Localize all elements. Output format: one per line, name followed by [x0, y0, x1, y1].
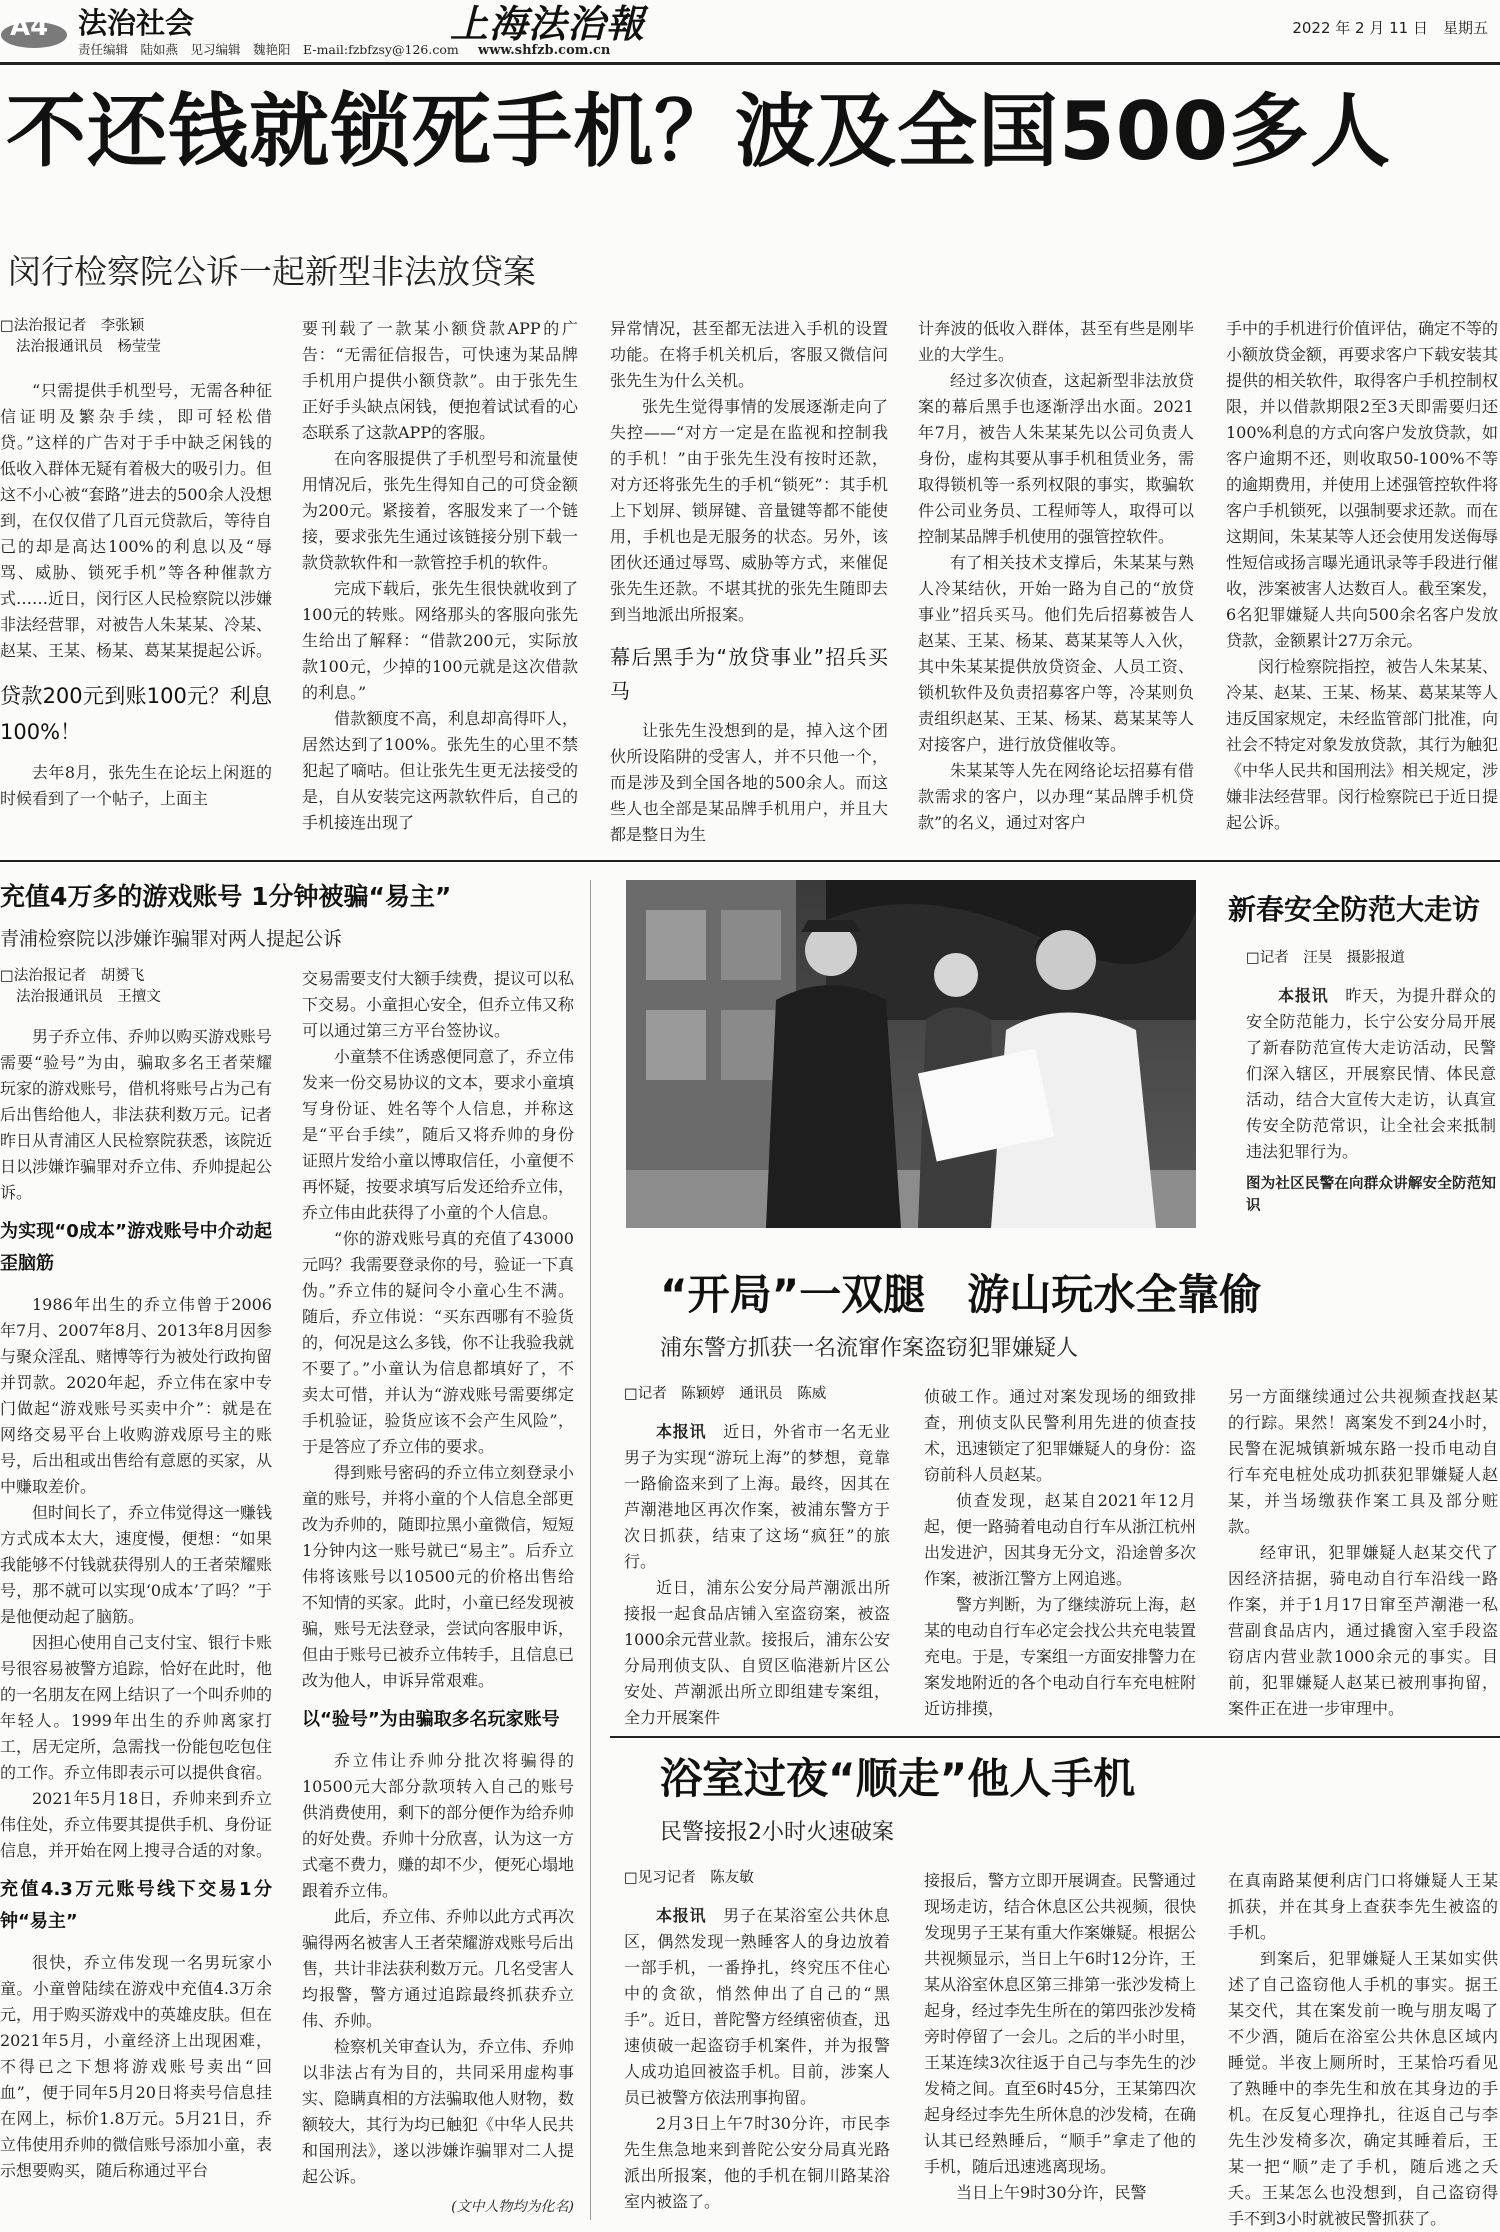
photo-story-byline: □记者 汪昊 摄影报道 [1246, 950, 1405, 966]
lead-col-3 [610, 316, 888, 844]
game-col-2 [302, 966, 574, 2216]
theft-paragraph: 经审讯，犯罪嫌疑人赵某交代了因经济拮据，骑电动自行车沿线一路作案，并于1月17日窜至芦潮港一私营副食品店内，通过撬窗入室手段盗窃店内营业款1000余元的事实。目前，犯罪嫌疑人赵某已被刑事拘留，案件正在进一步审理中。 [1228, 1543, 1498, 1718]
game-note: (文中人物均为化名) [451, 2199, 574, 2215]
game-paragraph: 很快，乔立伟发现一名男玩家小童。小童曾陆续在游戏中充值4.3万余元，用于购买游戏中的英雄皮肤。但在2021年5月，小童经济上出现困难，不得已之下想将游戏账号卖出“回血”，便于同年5月20日将卖号信息挂在网上，标价1.8万元。5月21日，乔立伟使用乔帅的微信账号添加小童，表示想要购买，随后称通过平台 [0, 1953, 273, 2180]
game-byline: □法治报记者 胡赟飞 法治报通讯员 王擅文 [0, 968, 161, 1005]
lead-paragraph: 手中的手机进行价值评估，确定不等的小额放贷金额，再要求客户下载安装其提供的相关软件，取得客户手机控制权限，并以借款期限2至3天即需要归还100%利息的方式向客户发放贷款，如客户逾期不还，则收取50-100%不等的逾期费用，并使用上述强管控软件将客户手机锁死，以强制要求还款。而在这期间，朱某某等人还会使用发送侮辱性短信或扬言曝光通讯录等手段进行催收，涉案被害人达数百人。截至案发，6名犯罪嫌疑人共向500余名客户发放贷款，金额累计27万余元。 [1226, 319, 1499, 650]
game-subheading: 以“验号”为由骗取多名玩家账号 [302, 1709, 560, 1730]
game-paragraph: 乔立伟让乔帅分批次将骗得的10500元大部分款项转入自己的账号供消费使用，剩下的部分便作为给乔帅的好处费。乔帅十分欣喜，认为这一方式毫不费力，赚的却不少，便死心塌地跟着乔立伟。 [302, 1751, 575, 1900]
lead-byline: □法治报记者 李张颖 法治报通讯员 杨莹莹 [0, 318, 161, 355]
section-title: 法治社会 [78, 6, 195, 40]
lead-subheading: 幕后黑手为“放贷事业”招兵买马 [610, 645, 888, 703]
game-paragraph: 交易需要支付大额手续费，提议可以私下交易。小童担心安全，但乔立伟又称可以通过第三方平台签协议。 [302, 969, 575, 1040]
bath-paragraph: 接报后，警方立即开展调查。民警通过现场走访，结合休息区公共视频，很快发现男子王某有重大作案嫌疑。根据公共视频显示，当日上午6时12分许，王某从浴室休息区第三排第一张沙发椅上起身，经过李先生所在的第四张沙发椅旁时停留了一会儿。之后的半小时里，王某连续3次往返于自己与李先生的沙发椅之间。直至6时45分，王某第四次起身经过李先生所休息的沙发椅，在确认其已经熟睡后，“顺手”拿走了他的手机，随后迅速逃离现场。 [924, 1871, 1197, 2176]
game-paragraph: 因担心使用自己支付宝、银行卡账号很容易被警方追踪，恰好在此时，他的一名朋友在网上结识了一个叫乔帅的年轻人。1999年出生的乔帅离家打工，居无定所，急需找一份能包吃包住的工作。乔立伟即表示可以提供食宿。 [0, 1633, 273, 1782]
game-paragraph: 但时间长了，乔立伟觉得这一赚钱方式成本太大，速度慢，便想：“如果我能够不付钱就获得别人的王者荣耀账号，那不就可以实现‘0成本’了吗？”于是他便动起了脑筋。 [0, 1503, 273, 1626]
game-paragraph: 得到账号密码的乔立伟立刻登录小童的账号，并将小童的个人信息全部更改为乔帅的，随即拉黑小童微信，短短1分钟内这一账号就已“易主”。后乔立伟将该账号以10500元的价格出售给不知情的买家。此时，小童已经发现被骗，账号无法登录，尝试向客服申诉，但由于账号已被乔立伟转手，且信息已改为他人，申诉异常艰难。 [302, 1463, 575, 1690]
theft-subhead: 浦东警方抓获一名流窜作案盗窃犯罪嫌疑人 [660, 1336, 1079, 1361]
bath-byline: □见习记者 陈友敏 [624, 1870, 754, 1886]
photo-caption: 图为社区民警在向群众讲解安全防范知识 [1246, 1176, 1496, 1214]
bath-subhead: 民警接报2小时火速破案 [660, 1820, 894, 1845]
lead-paragraph: 去年8月，张先生在论坛上闲逛的时候看到了一个帖子，上面主 [0, 763, 272, 808]
game-subheading: 充值4.3万元账号线下交易1分钟“易主” [0, 1879, 272, 1932]
lead-paragraph: 经过多次侦查，这起新型非法放贷案的幕后黑手也逐渐浮出水面。2021年7月，被告人朱某某先以公司负责人身份，虚构其要从事手机租赁业务，需取得锁机等一系列权限的事实，欺骗软件公司业务员、工程师等人，取得可以控制某品牌手机使用的强管控软件。 [918, 371, 1194, 546]
theft-paragraph: 侦查发现，赵某自2021年12月起，便一路骑着电动自行车从浙江杭州出发进沪，因其身无分文，沿途曾多次作案，被浙江警方上网追逃。 [924, 1491, 1197, 1588]
game-subhead: 青浦检察院以涉嫌诈骗罪对两人提起公诉 [0, 928, 343, 950]
bath-col-2 [924, 1868, 1196, 2224]
lead-paragraph: 计奔波的低收入群体，甚至有些是刚毕业的大学生。 [918, 319, 1194, 364]
lead-paragraph: 借款额度不高，利息却高得吓人，居然达到了100%。张先生的心里不禁犯起了嘀咕。但让张先生更无法接受的是，自从安装完这两款软件后，自己的手机接连出现了 [302, 709, 578, 832]
game-subheading: 为实现“0成本”游戏账号中介动起歪脑筋 [0, 1221, 272, 1274]
bath-col-3 [1228, 1868, 1498, 2228]
lead-paragraph: 有了相关技术支撑后，朱某某与熟人冷某结伙，开始一路为自己的“放贷事业”招兵买马。他们先后招募被告人赵某、王某、杨某、葛某某等人入伙，其中朱某某提供放贷资金、人员工资、锁机软件及负责招募客户等，冷某则负责组织赵某、王某、杨某、葛某某等人对接客户，进行放贷催收等。 [918, 553, 1194, 754]
game-paragraph: 此后，乔立伟、乔帅以此方式再次骗得两名被害人王者荣耀游戏账号后出售，共计非法获利数万元。几名受害人均报警，警方通过追踪最终抓获乔立伟、乔帅。 [302, 1907, 575, 2030]
paper-logo: 上海法治報 [450, 1, 646, 46]
theft-paragraph: 警方判断，为了继续游玩上海，赵某的电动自行车必定会找公共充电装置充电。于是，专案组一方面安排警力在案发地附近的各个电动自行车充电桩附近访排摸， [924, 1595, 1197, 1718]
photo-story-body [1246, 948, 1496, 1248]
lead-paragraph: 张先生觉得事情的发展逐渐走向了失控——“对方一定是在监视和控制我的手机！”由于张先生没有按时还款，对方还将张先生的手机“锁死”：其手机上下划屏、锁屏键、音量键等都不能使用，手机也是无服务的状态。另外，该团伙还通过辱骂、威胁等方式，来催促张先生还款。不堪其扰的张先生随即去到当地派出所报案。 [610, 397, 888, 624]
game-col-1 [0, 966, 272, 2216]
lead-paragraph: 闵行检察院指控，被告人朱某某、冷某、赵某、王某、杨某、葛某某等人违反国家规定，未经监管部门批准，向社会不特定对象发放贷款，其行为触犯《中华人民共和国刑法》相关规定，涉嫌非法经营罪。闵行检察院已于近日提起公诉。 [1226, 657, 1499, 832]
editors-line: 责任编辑 陆如燕 见习编辑 魏艳阳 E-mail:fzbfzsy@126.com [78, 42, 459, 57]
theft-byline: □记者 陈颖婷 通讯员 陈威 [624, 1386, 827, 1402]
bath-paragraph: 当日上午9时30分许，民警 [956, 2183, 1147, 2202]
bath-paragraph: 在真南路某便利店门口将嫌疑人王某抓获，并在其身上查获李先生被盗的手机。 [1228, 1871, 1498, 1942]
game-paragraph: 男子乔立伟、乔帅以购买游戏账号需要“验号”为由，骗取多名王者荣耀玩家的游戏账号，借机将账号占为己有后出售给他人，非法获利数万元。记者昨日从青浦区人民检察院获悉，该院近日以涉嫌诈骗罪对乔立伟、乔帅提起公诉。 [0, 1027, 273, 1202]
news-photo [626, 880, 1196, 1228]
lead-col-2 [302, 316, 578, 836]
game-paragraph: 小童禁不住诱惑便同意了，乔立伟发来一份交易协议的文本，要求小童填写身份证、姓名等个人信息，并称这是“平台手续”，随后又将乔帅的身份证照片发给小童以博取信任，小童便不再怀疑，按要求填写后发还给乔立伟，乔立伟由此获得了小童的个人信息。 [302, 1047, 575, 1222]
game-paragraph: 检察机关审查认为，乔立伟、乔帅以非法占有为目的，共同采用虚构事实、隐瞒真相的方法骗取他人财物，数额较大，其行为均已触犯《中华人民共和国刑法》，遂以涉嫌诈骗罪对二人提起公诉。 [302, 2037, 575, 2186]
theft-col-2 [924, 1384, 1197, 1718]
lead-subheading: 贷款200元到账100元？利息100%！ [0, 684, 272, 744]
game-paragraph: 1986年出生的乔立伟曾于2006年7月、2007年8月、2013年8月因参与聚众淫乱、赌博等行为被处行政拘留并罚款。2020年起，乔立伟在家中专门做起“游戏账号买卖中介”：就是在网络交易平台上收购游戏原号主的账号，后出租或出售给有意愿的买家，从中赚取差价。 [0, 1295, 273, 1496]
theft-headline: “开局”一双腿 游山玩水全靠偷 [660, 1270, 1262, 1319]
lead-subhead: 闵行检察院公诉一起新型非法放贷案 [8, 252, 536, 291]
bath-paragraph: 本报讯 男子在某浴室公共休息区，偶然发现一熟睡客人的身边放着一部手机，一番挣扎，终究压不住心中的贪欲，悄然伸出了自己的“黑手”。近日，普陀警方经缜密侦查，迅速侦破一起盗窃手机案件，并为报警人成功追回被盗手机。目前，涉案人员已被警方依法刑事拘留。 [624, 1906, 890, 2107]
lead-headline: 不还钱就锁死手机？波及全国500多人 [6, 85, 1391, 178]
game-headline: 充值4万多的游戏账号 1分钟被骗“易主” [0, 882, 452, 911]
lead-paragraph: 完成下载后，张先生很快就收到了100元的转账。网络那头的客服向张先生给出了解释：“借款200元，实际放款100元，少掉的100元就是这次借款的利息。” [302, 579, 578, 702]
bath-col-1 [624, 1868, 890, 2224]
theft-col-1 [624, 1384, 890, 1727]
theft-col-3 [1228, 1384, 1498, 1718]
bath-paragraph: 2月3日上午7时30分许，市民李先生焦急地来到普陀公安分局真光路派出所报案，他的手机在铜川路某浴室内被盗了。 [624, 2114, 890, 2211]
photo-story-paragraph: 本报讯 昨天，为提升群众的安全防范能力，长宁公安分局开展了新春防范宣传大走访活动，民警们深入辖区，开展察民情、体民意活动，结合大宣传大走访，认真宣传安全防范常识，让全社会来抵制违法犯罪行为。 [1246, 986, 1496, 1161]
lead-paragraph: 在向客服提供了手机型号和流量使用情况后，张先生得知自己的可贷金额为200元。紧接着，客服发来了一个链接，要求张先生通过该链接分别下载一款贷款软件和一款管控手机的软件。 [302, 449, 578, 572]
page-label: A4 [10, 12, 49, 42]
issue-date: 2022 年 2 月 11 日 星期五 [1292, 19, 1488, 37]
bath-paragraph: 到案后，犯罪嫌疑人王某如实供述了自己盗窃他人手机的事实。据王某交代，其在案发前一晚与朋友喝了不少酒，随后在浴室公共休息区域内睡觉。半夜上厕所时，王某恰巧看见了熟睡中的李先生和放在其身边的手机。在反复心理挣扎，往返自己与李先生沙发椅多次，确定其睡着后，王某一把“顺”走了手机，随后逃之夭夭。王某怎么也没想到，自己盗窃得手不到3小时就被民警抓获了。 [1228, 1949, 1498, 2228]
lead-col-1 [0, 316, 272, 836]
theft-paragraph: 另一方面继续通过公共视频查找赵某的行踪。果然！离案发不到24小时，民警在泥城镇新城东路一投币电动自行车充电桩处成功抓获犯罪嫌疑人赵某，并当场缴获作案工具及部分赃款。 [1228, 1387, 1498, 1536]
lead-paragraph: “只需提供手机型号，无需各种征信证明及繁杂手续，即可轻松借贷。”这样的广告对于手中缺乏闲钱的低收入群体无疑有着极大的吸引力。但这不小心被“套路”进去的500余人没想到，在仅仅借了几百元贷款后，等待自己的却是高达100%的利息以及“辱骂、威胁、锁死手机”等各种催款方式……近日，闵行区人民检察院以涉嫌非法经营罪，对被告人朱某某、冷某、赵某、王某、杨某、葛某某提起公诉。 [0, 381, 273, 660]
theft-paragraph: 侦破工作。通过对案发现场的细致排查，刑侦支队民警利用先进的侦查技术，迅速锁定了犯罪嫌疑人的身份：盗窃前科人员赵某。 [924, 1387, 1197, 1484]
lead-col-4 [918, 316, 1194, 836]
game-paragraph: “你的游戏账号真的充值了43000元吗？我需要登录你的号，验证一下真伪。”乔立伟的疑问令小童心生不满。随后，乔立伟说：“买东西哪有不验货的，何况是这么多钱，你不让我验我就不要了。”小童认为信息都填好了，不卖太可惜，并认为“游戏账号需要绑定手机验证，验货应该不会产生风险”，于是答应了乔立伟的要求。 [302, 1229, 575, 1456]
photo-story-headline: 新春安全防范大走访 [1228, 893, 1481, 926]
lead-paragraph: 让张先生没想到的是，掉入这个团伙所设陷阱的受害人，并不只他一个，而是涉及到全国各地的500余人。而这些人也全部是某品牌手机用户，并且大都是整日为生 [610, 721, 888, 844]
theft-paragraph: 近日，浦东公安分局芦潮派出所接报一起食品店铺入室盗窃案，被盗1000余元营业款。接报后，浦东公安分局刑侦支队、自贸区临港新片区公安处、芦潮派出所立即组建专案组，全力开展案件 [624, 1578, 890, 1727]
website: www.shfzb.com.cn [478, 43, 611, 58]
game-paragraph: 2021年5月18日，乔帅来到乔立伟住处，乔立伟要其提供手机、身份证信息，并开始在网上搜寻合适的对象。 [0, 1789, 273, 1860]
lead-paragraph: 异常情况，甚至都无法进入手机的设置功能。在将手机关机后，客服又微信问张先生为什么关机。 [610, 319, 888, 390]
lead-col-5 [1226, 316, 1498, 836]
bath-headline: 浴室过夜“顺走”他人手机 [660, 1754, 1136, 1803]
lead-paragraph: 朱某某等人先在网络论坛招募有借款需求的客户，以办理“某品牌手机贷款”的名义，通过对客户 [918, 761, 1194, 832]
lead-paragraph: 要刊载了一款某小额贷款APP的广告：“无需征信报告，可快速为某品牌手机用户提供小额贷款”。由于张先生正好手头缺点闲钱，便抱着试试看的心态联系了这款APP的客服。 [302, 319, 578, 442]
theft-paragraph: 本报讯 近日，外省市一名无业男子为实现“游玩上海”的梦想，竟靠一路偷盗来到了上海。最终，因其在芦潮港地区再次作案，被浦东警方于次日抓获，结束了这场“疯狂”的旅行。 [624, 1422, 890, 1571]
